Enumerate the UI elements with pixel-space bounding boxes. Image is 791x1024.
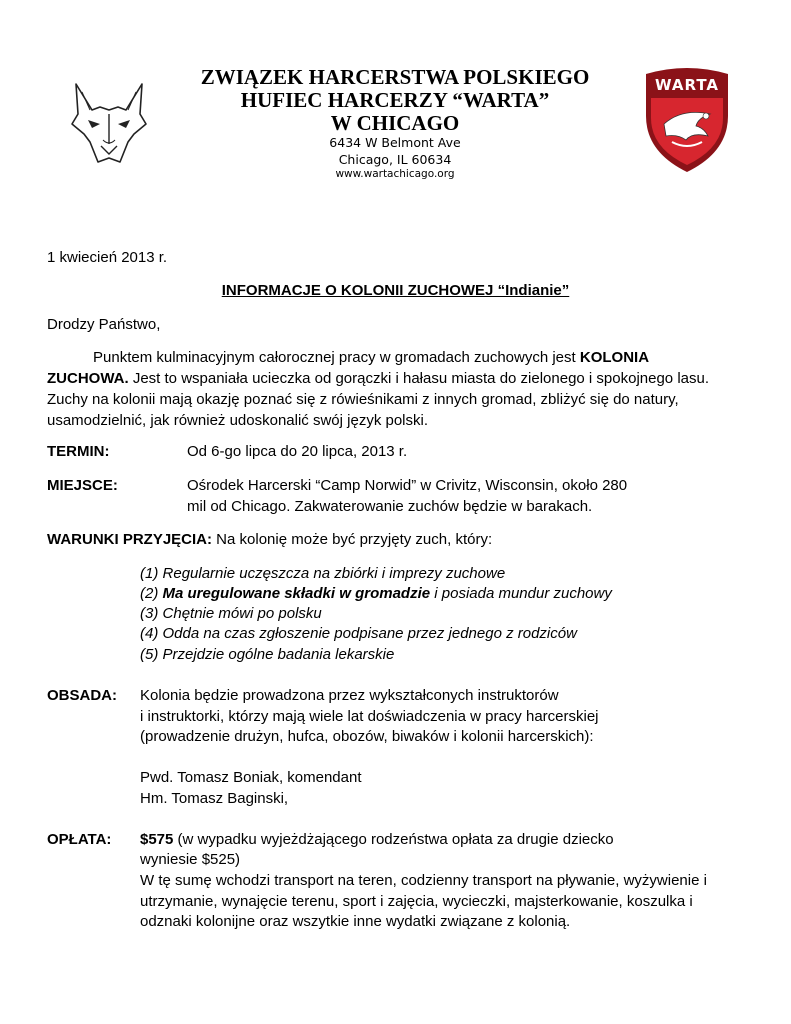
city-name: W CHICAGO	[330, 111, 460, 135]
unit-name: HUFIEC HARCERZY “WARTA”	[240, 88, 550, 112]
list-item-number: (4)	[140, 625, 159, 642]
miejsce-label: MIEJSCE:	[47, 477, 118, 494]
staff-member-2: Hm. Tomasz Baginski,	[140, 790, 289, 807]
list-item-text: Odda na czas zgłoszenie podpisane przez jednego z rodziców	[162, 625, 577, 642]
fee-amount: $575	[140, 831, 174, 848]
oplata-line-3: W tę sumę wchodzi transport na teren, codzienny transport na pływanie, wyżywienie i	[140, 872, 707, 889]
miejsce-line-2: mil od Chicago. Zakwaterowanie zuchów będzie w barakach.	[187, 498, 593, 515]
greeting: Drodzy Państwo,	[47, 316, 161, 333]
intro-bold-kolonia: KOLONIA	[579, 349, 650, 366]
list-item-number: (2)	[140, 585, 159, 602]
list-item-bold-text: Ma uregulowane składki w gromadzie	[162, 585, 431, 602]
intro-line-3: Zuchy na kolonii mają okazję poznać się z rówieśnikami z innych gromad, zbliżyć się do natury,	[47, 391, 679, 408]
list-item	[140, 564, 505, 584]
list-item	[140, 645, 394, 665]
intro-line-4: usamodzielnić, jak również udoskonalić swój język polski.	[47, 412, 428, 429]
termin-label: TERMIN:	[47, 443, 110, 460]
list-item	[140, 584, 612, 604]
list-item-text: Regularnie uczęszcza na zbiórki i imprezy zuchowe	[162, 565, 506, 582]
org-name: ZWIĄZEK HARCERSTWA POLSKIEGO	[200, 65, 590, 89]
intro-bold-zuchowa: ZUCHOWA.	[47, 370, 129, 387]
list-item-text: i posiada mundur zuchowy	[430, 585, 612, 602]
warunki-text: Na kolonię może być przyjęty zuch, który:	[212, 531, 493, 548]
warta-badge	[642, 64, 732, 176]
list-item	[140, 604, 322, 624]
list-item-number: (3)	[140, 605, 159, 622]
termin-value: Od 6-go lipca do 20 lipca, 2013 r.	[187, 443, 408, 460]
staff-member-1: Pwd. Tomasz Boniak, komendant	[140, 769, 362, 786]
oplata-line-5: odznaki kolonijne oraz wszytkie inne wydatki związane z kolonią.	[140, 913, 571, 930]
intro-line-2	[47, 369, 709, 389]
obsada-line-2: i instruktorki, którzy mają wiele lat doświadczenia w pracy harcerskiej	[140, 708, 599, 725]
miejsce-line-1: Ośrodek Harcerski “Camp Norwid” w Crivitz, Wisconsin, około 280	[187, 477, 628, 494]
list-item-number: (5)	[140, 646, 159, 663]
intro-line-1-text: Punktem kulminacyjnym całorocznej pracy w gromadach zuchowych jest	[93, 349, 580, 366]
list-item-number: (1)	[140, 565, 159, 582]
address-street: 6434 W Belmont Ave	[329, 135, 461, 150]
letter-subject: INFORMACJE O KOLONII ZUCHOWEJ “Indianie”	[221, 282, 570, 299]
intro-line-1	[93, 348, 649, 368]
obsada-line-3: (prowadzenie drużyn, hufca, obozów, biwaków i kolonii harcerskich):	[140, 728, 594, 745]
warunki-label: WARUNKI PRZYJĘCIA:	[47, 531, 213, 548]
badge-text: WARTA	[654, 76, 720, 94]
letter-date: 1 kwiecień 2013 r.	[47, 249, 168, 266]
list-item-text: Chętnie mówi po polsku	[162, 605, 322, 622]
obsada-label: OBSADA:	[47, 687, 117, 704]
oplata-label: OPŁATA:	[47, 831, 112, 848]
oplata-line-2: wyniesie $525)	[140, 851, 241, 868]
oplata-line-1	[140, 830, 614, 850]
obsada-line-1: Kolonia będzie prowadzona przez wykształconych instruktorów	[140, 687, 559, 704]
warunki-heading	[47, 530, 492, 550]
list-item	[140, 624, 577, 644]
wolf-logo	[70, 80, 148, 166]
oplata-line-4: utrzymanie, wynajęcie terenu, sport i zajęcia, wycieczki, majsterkowanie, koszulka i	[140, 893, 693, 910]
intro-line-2-text: Jest to wspaniała ucieczka od gorączki i hałasu miasta do zielonego i spokojnego lasu.	[128, 370, 710, 387]
list-item-text: Przejdzie ogólne badania lekarskie	[162, 646, 395, 663]
oplata-line-1-text: (w wypadku wyjeżdżającego rodzeństwa opłata za drugie dziecko	[173, 831, 614, 848]
website-link[interactable]: www.wartachicago.org	[335, 168, 455, 180]
address-city: Chicago, IL 60634	[338, 152, 452, 167]
